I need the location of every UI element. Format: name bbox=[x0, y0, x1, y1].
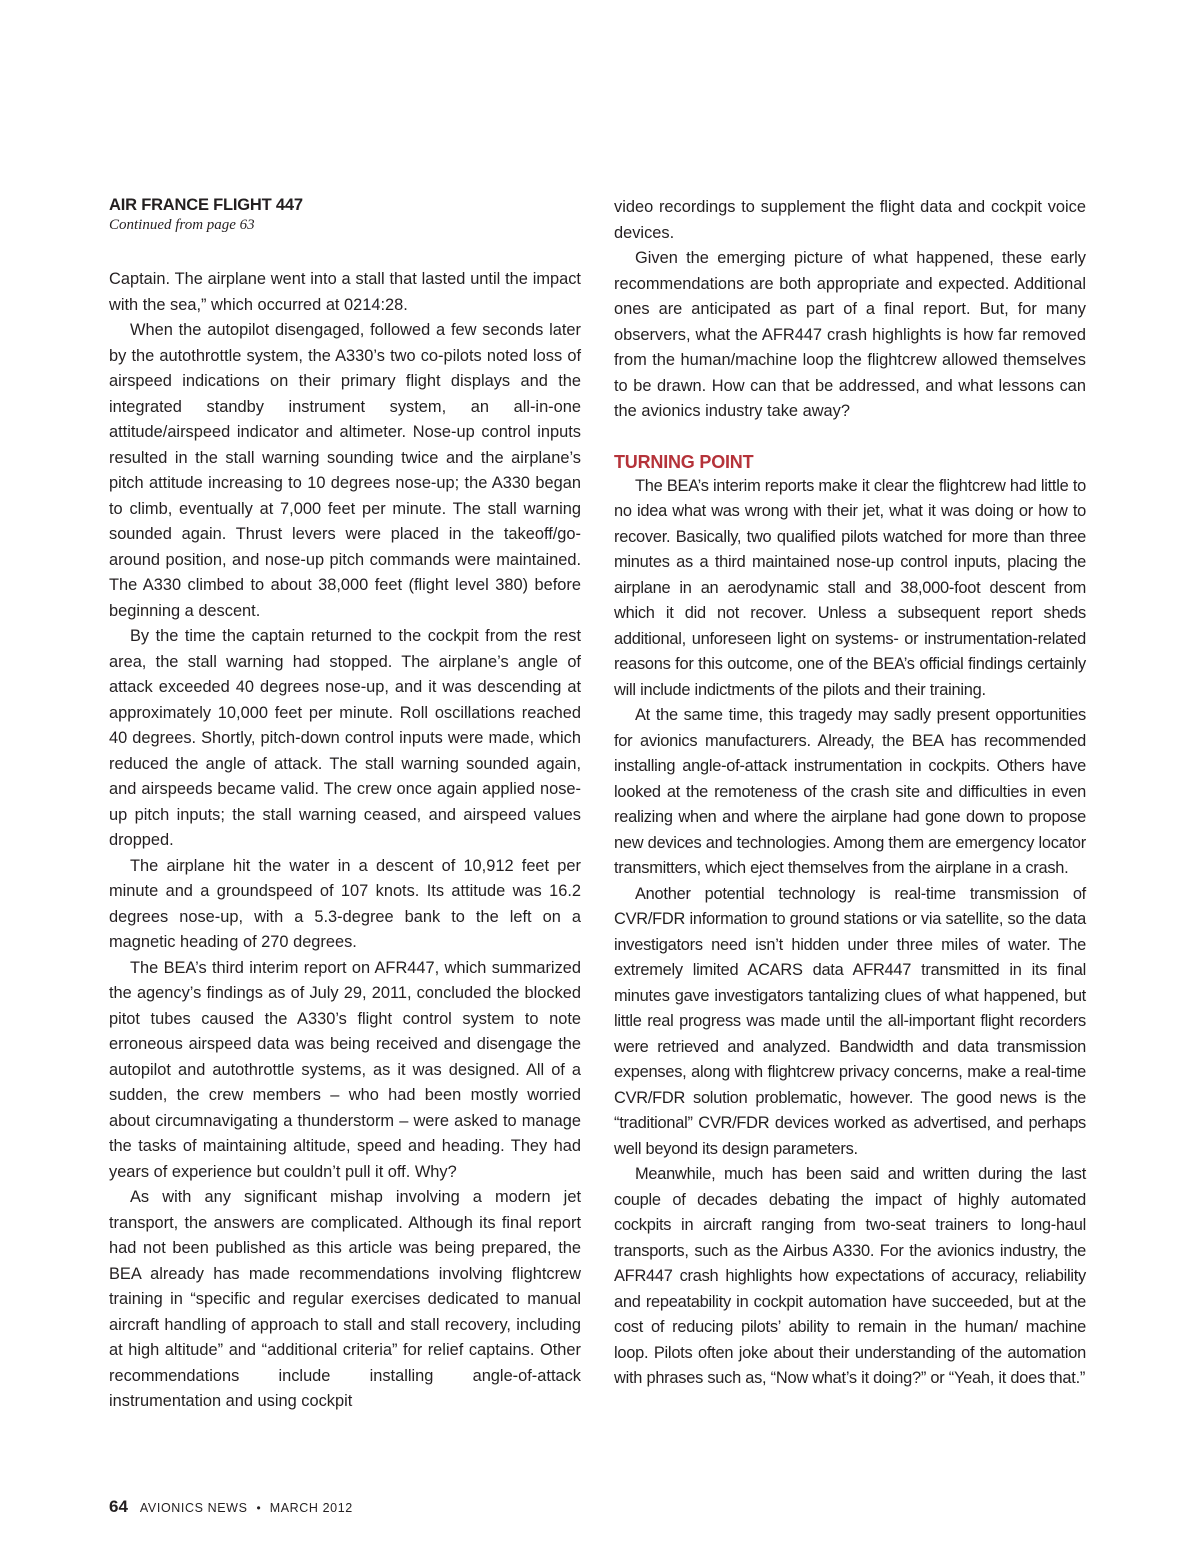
paragraph: As with any significant mishap involving a modern jet transport, the answers are complicated. Although its final report had not been published as this article was being prepared, the BEA already has made recommendations involving flightcrew training in “specific and regular exercises dedicated to manual aircraft handling of approach to stall and stall recovery, including at high altitude” and “additional criteria” for relief captains. Other recommendations include installing angle-of-attack instrumentation and using cockpit bbox=[109, 1188, 581, 1410]
paragraph: The airplane hit the water in a descent of 10,912 feet per minute and a groundspeed of 107 knots. Its attitude was 16.2 degrees nose-up, with a 5.3-degree bank to the left on a magnetic heading of 270 degrees. bbox=[109, 856, 581, 951]
paragraph: Given the emerging picture of what happened, these early recommendations are both appropriate and expected. Additional ones are anticipated as part of a final report. But, for many observers, what the AFR447 crash highlights is how far removed from the human/machine loop the flightcrew allowed themselves to be drawn. How can that be addressed, and what lessons can the avionics industry take away? bbox=[614, 249, 1086, 420]
paragraph: The BEA’s interim reports make it clear the flightcrew had little to no idea what was wrong with their jet, what it was doing or how to recover. Basically, two qualified pilots watched for more than three minutes as a third maintained nose-up control inputs, placing the airplane in an aerodynamic stall and 38,000-foot descent from which it did not recover. Unless a subsequent report sheds additional, unforeseen light on systems- or instrumentation-related reasons for this outcome, one of the BEA’s official findings certainly will include indictments of the pilots and their training. bbox=[614, 476, 1086, 699]
right-body bbox=[614, 474, 1086, 1392]
paragraph: When the autopilot disengaged, followed a few seconds later by the autothrottle system, the A330’s two co-pilots noted loss of airspeed indications on their primary flight displays and the integrated standby instrument system, an all-in-one attitude/airspeed indicator and altimeter. Nose-up control inputs resulted in the stall warning sounding twice and the airplane’s pitch attitude increasing to 10 degrees nose-up; the A330 began to climb, eventually at 7,000 feet per minute. The stall warning sounded again. Thrust levers were placed in the takeoff/go-around position, and nose-up pitch commands were maintained. The A330 climbed to about 38,000 feet (flight level 380) before beginning a descent. bbox=[109, 321, 581, 620]
continued-note: Continued from page 63 bbox=[109, 217, 255, 233]
right-column bbox=[614, 195, 1086, 1392]
article-title: AIR FRANCE FLIGHT 447 bbox=[109, 196, 303, 214]
page-footer bbox=[109, 1497, 353, 1517]
left-column bbox=[109, 195, 581, 1415]
left-body bbox=[109, 267, 581, 1415]
paragraph: video recordings to supplement the flight data and cockpit voice devices. bbox=[614, 198, 1086, 242]
paragraph: The BEA’s third interim report on AFR447, which summarized the agency’s findings as of July 29, 2011, concluded the blocked pitot tubes caused the A330’s flight control system to note erroneous airspeed data was being received and disengage the autopilot and autothrottle systems, as it was designed. All of a sudden, the crew members – who had been mostly worried about circumnavigating a thunderstorm – were asked to manage the tasks of maintaining altitude, speed and heading. They had years of experience but couldn’t pull it off. Why? bbox=[109, 958, 581, 1181]
footer-separator: • bbox=[256, 1501, 261, 1515]
section-subhead: TURNING POINT bbox=[614, 451, 754, 472]
issue-date: MARCH 2012 bbox=[269, 1501, 353, 1515]
paragraph: At the same time, this tragedy may sadly present opportunities for avionics manufacturers. Already, the BEA has recommended installing angle-of-attack instrumentation in cockpits. Others have looked at the remoteness of the crash site and difficulties in even realizing when and where the airplane had gone down to propose new devices and technologies. Among them are emergency locator transmitters, which eject themselves from the airplane in a crash. bbox=[614, 706, 1086, 877]
paragraph: Meanwhile, much has been said and written during the last couple of decades debating the impact of highly automated cockpits in aircraft ranging from two-seat trainers to long-haul transports, such as the Airbus A330. For the avionics industry, the AFR447 crash highlights how expectations of accuracy, reliability and repeatability in cockpit automation have succeeded, but at the cost of reducing pilots’ ability to remain in the human/ machine loop. Pilots often joke about their understanding of the automation with phrases such as, “Now what’s it doing?” or “Yeah, it does that.” bbox=[614, 1165, 1086, 1387]
paragraph: Captain. The airplane went into a stall that lasted until the impact with the sea,” which occurred at 0214:28. bbox=[109, 270, 581, 314]
publication-name: AVIONICS NEWS bbox=[139, 1501, 248, 1515]
paragraph: By the time the captain returned to the cockpit from the rest area, the stall warning had stopped. The airplane’s angle of attack exceeded 40 degrees nose-up, and it was descending at approximately 10,000 feet per minute. Roll oscillations reached 40 degrees. Shortly, pitch-down control inputs were made, which reduced the angle of attack. The stall warning sounded again, and airspeeds became valid. The crew once again applied nose-up pitch inputs; the stall warning ceased, and airspeed values dropped. bbox=[109, 627, 581, 849]
paragraph: Another potential technology is real-time transmission of CVR/FDR information to ground stations or via satellite, so the data investigators need isn’t hidden under three miles of water. The extremely limited ACARS data AFR447 transmitted in its final minutes gave investigators tantalizing clues of what happened, but little real progress was made until the all-important flight recorders were retrieved and analyzed. Bandwidth and data transmission expenses, along with flightcrew privacy concerns, make a real-time CVR/FDR solution problematic, however. The good news is the “traditional” CVR/FDR devices worked as advertised, and perhaps well beyond its design parameters. bbox=[614, 884, 1086, 1158]
page-number: 64 bbox=[109, 1497, 128, 1516]
